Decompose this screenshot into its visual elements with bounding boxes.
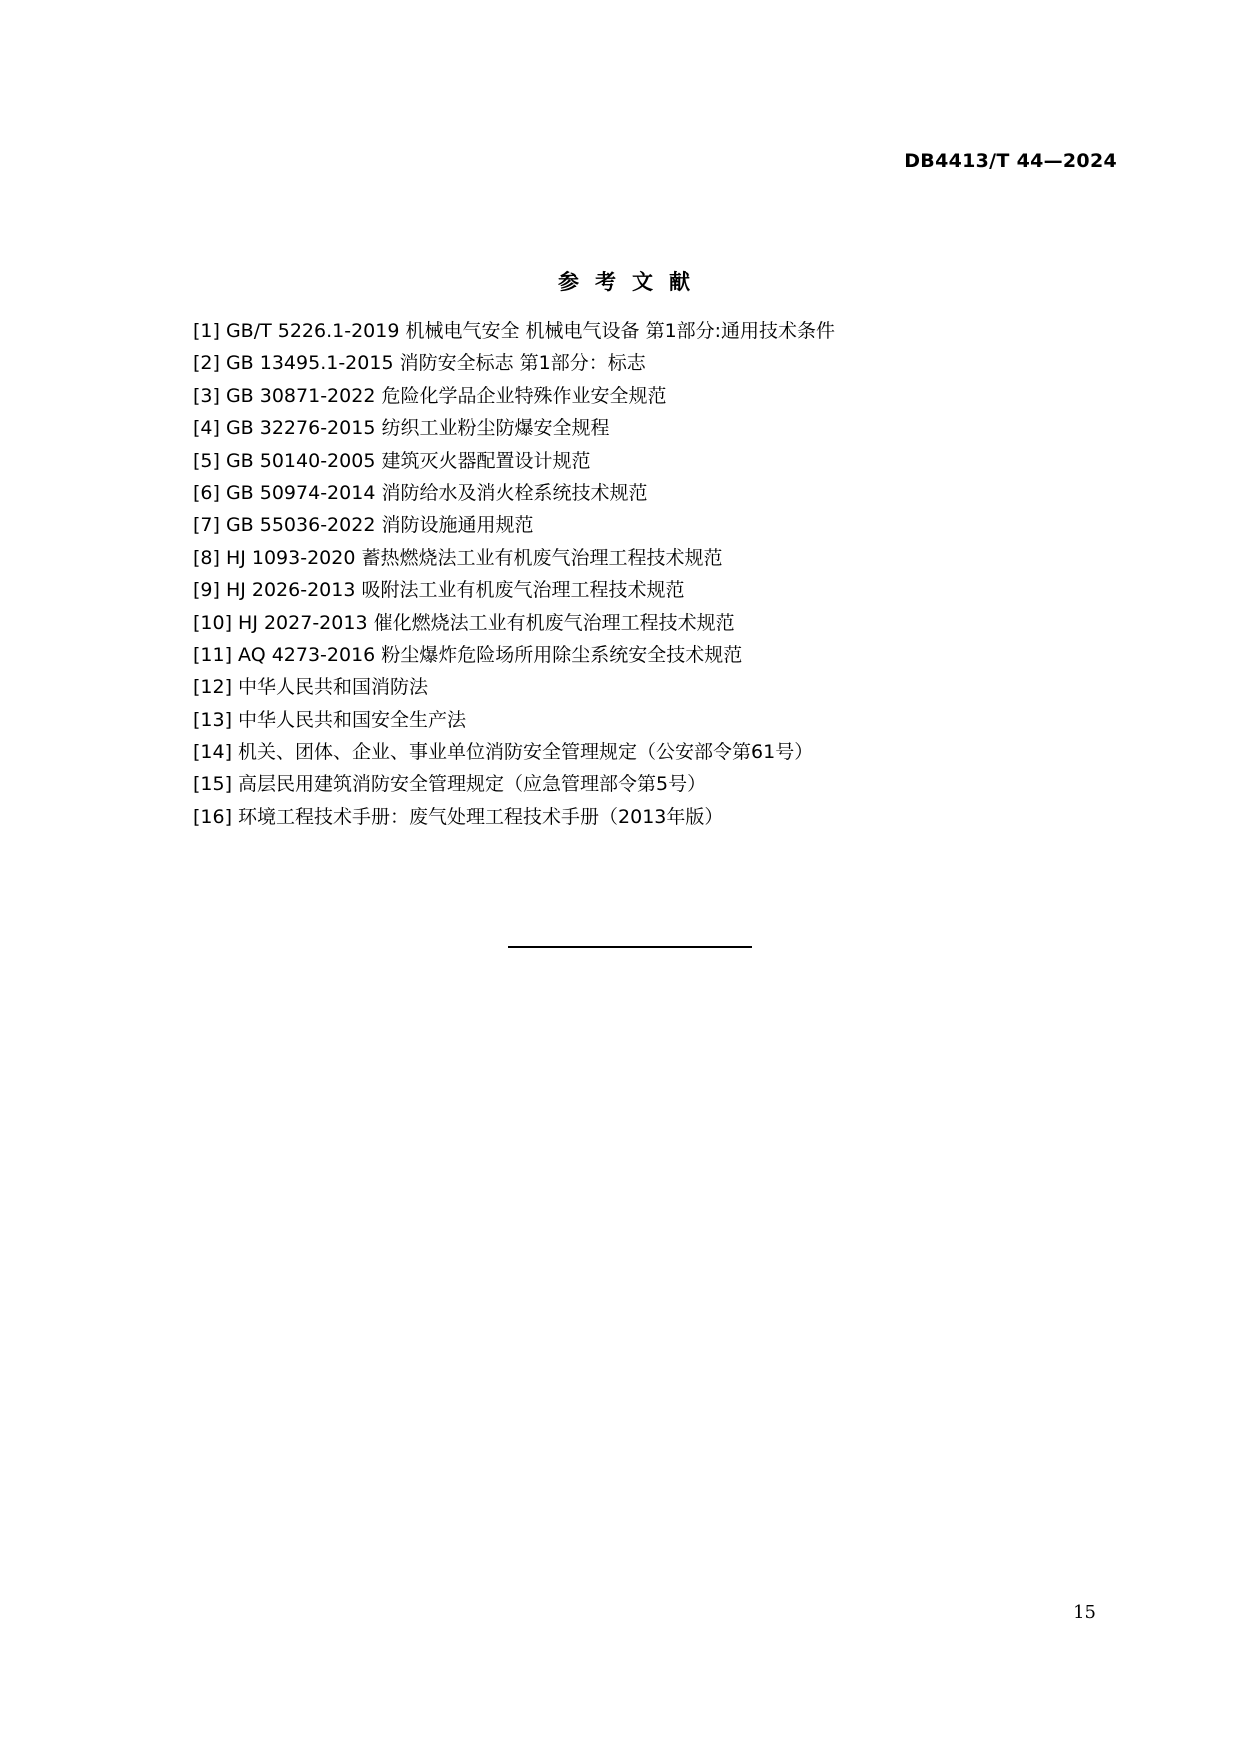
reference-item: [14] 机关、团体、企业、事业单位消防安全管理规定（公安部令第61号） [193,741,814,764]
reference-item: [11] AQ 4273-2016 粉尘爆炸危险场所用除尘系统安全技术规范 [193,643,743,666]
page-title: 参考文献 [558,270,706,294]
reference-item: [2] GB 13495.1-2015 消防安全标志 第1部分：标志 [193,352,646,375]
reference-item: [16] 环境工程技术手册：废气处理工程技术手册（2013年版） [193,805,724,828]
reference-item: [6] GB 50974-2014 消防给水及消火栓系统技术规范 [193,481,648,504]
reference-item: [7] GB 55036-2022 消防设施通用规范 [193,514,534,537]
reference-item: [5] GB 50140-2005 建筑灭火器配置设计规范 [193,449,591,472]
reference-item: [15] 高层民用建筑消防安全管理规定（应急管理部令第5号） [193,773,707,796]
page-number: 15 [1073,1602,1096,1623]
reference-item: [9] HJ 2026-2013 吸附法工业有机废气治理工程技术规范 [193,579,685,602]
reference-item: [1] GB/T 5226.1-2019 机械电气安全 机械电气设备 第1部分:通用技术条件 [193,320,836,342]
end-rule-divider [508,946,752,948]
reference-item: [12] 中华人民共和国消防法 [193,676,429,699]
reference-item: [10] HJ 2027-2013 催化燃烧法工业有机废气治理工程技术规范 [193,611,735,634]
reference-item: [4] GB 32276-2015 纺织工业粉尘防爆安全规程 [193,417,610,440]
reference-item: [8] HJ 1093-2020 蓄热燃烧法工业有机废气治理工程技术规范 [193,546,723,569]
reference-list [193,315,1093,833]
reference-item: [3] GB 30871-2022 危险化学品企业特殊作业安全规范 [193,384,667,407]
document-code: DB4413/T 44—2024 [904,150,1117,172]
reference-item: [13] 中华人民共和国安全生产法 [193,708,467,731]
